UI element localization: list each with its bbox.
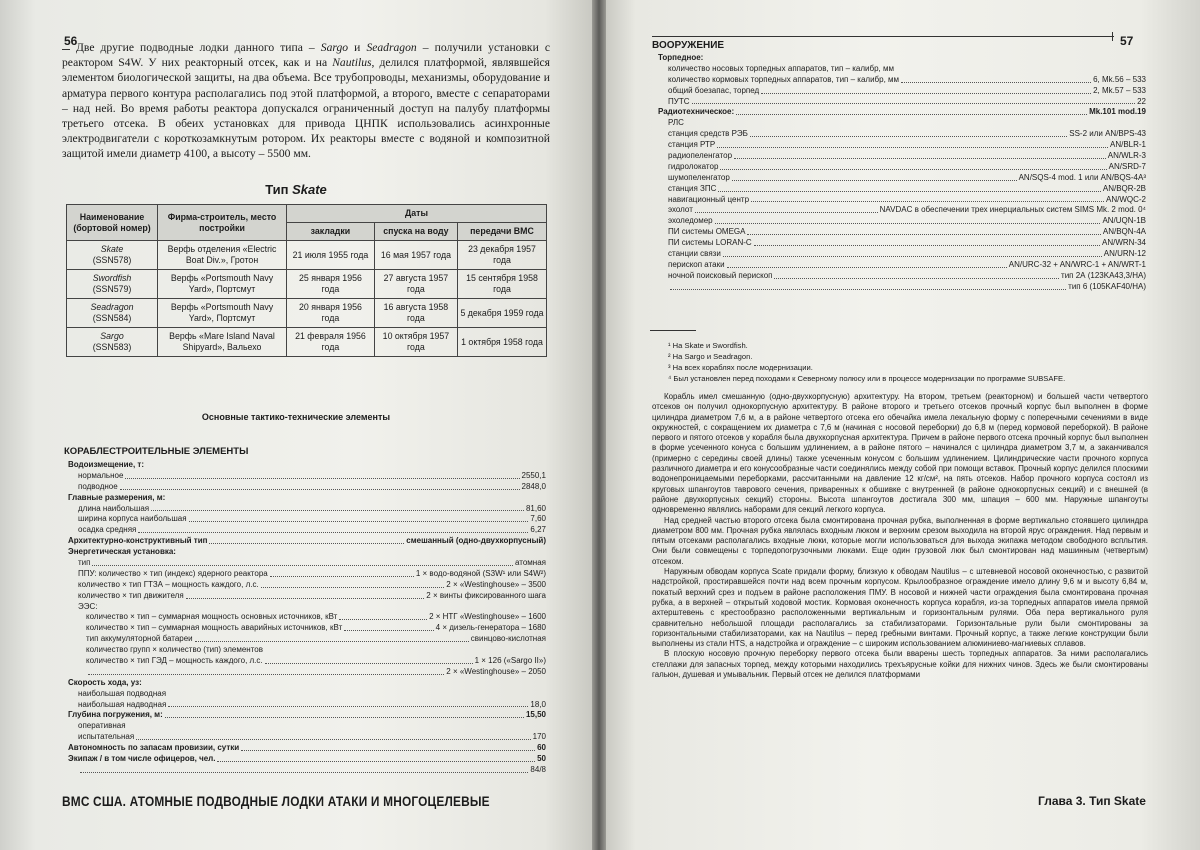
spec-row [62, 525, 546, 536]
leader-dots [751, 195, 1104, 203]
spec-label: шумопеленгатор [668, 172, 730, 182]
leader-dots [692, 97, 1136, 105]
leader-dots [168, 700, 528, 708]
spec-row [652, 97, 1146, 108]
spec-value: тип 2А (123KA43,3/HA) [1061, 270, 1146, 280]
spec-label: РЛС [668, 118, 684, 128]
spec-value: 18,0 [530, 699, 546, 709]
spec-value: 15,50 [525, 710, 546, 720]
footnote-rule [650, 330, 696, 331]
column-header-name: Наименование (бортовой номер) [67, 205, 158, 241]
spec-row [62, 514, 546, 525]
column-header-launch: спуска на воду [374, 223, 457, 241]
spec-value: AN/BQR-2B [1102, 183, 1146, 193]
spec-label: Энергетическая установка: [68, 547, 176, 557]
spec-label: тип [78, 558, 91, 568]
spec-label: количество × тип движителя [78, 590, 184, 600]
table-row [67, 299, 547, 328]
spec-row [652, 118, 1146, 129]
spec-row [652, 53, 1146, 64]
weapons-heading: ВООРУЖЕНИЕ [652, 40, 725, 51]
footnote: ¹ На Skate и Swordfish. [668, 341, 748, 350]
spec-label: нормальное [78, 470, 124, 480]
leader-dots [723, 249, 1102, 257]
leader-dots [695, 205, 878, 213]
leader-dots [209, 536, 404, 544]
spec-row [652, 75, 1146, 86]
spec-row [652, 216, 1146, 227]
spec-label: эхоледомер [668, 216, 713, 226]
spec-label: Главные размерения, м: [68, 492, 166, 502]
spec-row [62, 656, 546, 667]
spec-row [652, 238, 1146, 249]
spec-label: станция ЗПС [668, 183, 717, 193]
leader-dots [136, 732, 530, 740]
spec-row [62, 460, 546, 471]
table-row [67, 328, 547, 357]
leader-dots [344, 623, 433, 631]
spec-row [62, 602, 546, 613]
spec-label: подводное [78, 481, 118, 491]
spec-row [62, 591, 546, 602]
leader-dots [195, 634, 469, 642]
spec-value: 60 [537, 743, 546, 753]
leader-dots [241, 743, 535, 751]
spec-value: 1 × водо-водяной (S3W¹ или S4W²) [415, 568, 546, 578]
spec-value: свинцово-кислотная [470, 634, 546, 644]
spec-label: ПИ системы OMEGA [668, 227, 746, 237]
spec-label: наибольшая подводная [78, 688, 167, 698]
footnote: ² На Sargo и Seadragon. [668, 352, 753, 361]
spec-row [62, 504, 546, 515]
spec-row [62, 732, 546, 743]
spec-label: ППУ: количество × тип (индекс) ядерного реактора [78, 568, 268, 578]
spec-value: 7,60 [530, 514, 546, 524]
spec-label: станция средств РЭБ [668, 129, 748, 139]
spec-label: Глубина погружения, м: [68, 710, 163, 720]
leader-dots [761, 86, 1091, 94]
spec-row [652, 227, 1146, 238]
spec-label: навигационный центр [668, 194, 750, 204]
leader-dots [217, 754, 535, 762]
spec-label: ПУТС [668, 96, 690, 106]
leader-dots [270, 569, 414, 577]
spec-label: ПИ системы LORAN-C [668, 238, 752, 248]
spec-label: перископ атаки [668, 259, 725, 269]
spec-label: количество носовых торпедных аппаратов, тип – калибр, мм [668, 63, 894, 73]
chapter-footer: Глава 3. Тип Skate [1038, 794, 1146, 808]
spec-row [62, 580, 546, 591]
leader-dots [261, 580, 445, 588]
spec-label: испытательная [78, 732, 135, 742]
spec-row [62, 471, 546, 482]
spec-value: 2848,0 [521, 481, 546, 491]
spec-label: наибольшая надводная [78, 699, 167, 709]
spec-row [62, 623, 546, 634]
leader-dots [720, 162, 1106, 170]
spec-row [652, 151, 1146, 162]
hull-description [652, 392, 1148, 680]
spec-value: AN/SRD-7 [1108, 161, 1146, 171]
spec-label: Водоизмещение, т: [68, 460, 145, 469]
spec-value: AN/WQC-2 [1106, 194, 1146, 204]
spec-value: AN/WRN-34 [1101, 238, 1146, 248]
spec-row [652, 64, 1146, 75]
spec-label: количество × тип ГЭД – мощность каждого, л.с. [86, 656, 263, 666]
spec-row [652, 271, 1146, 282]
leader-dots [717, 140, 1108, 148]
ship-name-cell: Seadragon (SSN584) [67, 299, 158, 328]
spec-label: количество × тип – суммарная мощность основных источников, кВт [86, 612, 338, 622]
column-header-dates: Даты [287, 205, 547, 223]
spec-value: 22 [1137, 96, 1146, 106]
column-header-builder: Фирма-строитель, место постройки [158, 205, 287, 241]
footnotes [668, 340, 1148, 384]
leader-dots [186, 591, 425, 599]
page-number: 56 [64, 34, 78, 48]
spec-row [62, 634, 546, 645]
ship-specs-list [62, 460, 546, 776]
spec-value: NAVDAC в обеспечении трех инерциальных систем SIMS Mk. 2 mod. 0⁴ [879, 205, 1146, 215]
leader-dots [715, 216, 1101, 224]
column-header-commission: передачи ВМС [457, 223, 546, 241]
leader-dots [736, 107, 1087, 115]
ship-builder-cell: Верфь «Portsmouth Navy Yard», Портсмут [158, 299, 287, 328]
book-spine [592, 0, 606, 850]
spec-label: длина наибольшая [78, 503, 150, 513]
ship-launch-cell: 16 мая 1957 года [374, 241, 457, 270]
leader-dots [138, 525, 528, 533]
spec-row [62, 536, 546, 547]
leader-dots [88, 667, 444, 675]
header-tick [1112, 32, 1113, 41]
ship-laid-cell: 25 января 1956 года [287, 270, 375, 299]
spec-label: Экипаж / в том числе офицеров, чел. [68, 754, 216, 764]
spec-label: ширина корпуса наибольшая [78, 514, 187, 524]
leader-dots [92, 558, 513, 566]
spec-row [62, 721, 546, 732]
table-title: Тип Skate [265, 182, 327, 197]
header-rule [652, 36, 1114, 37]
spec-label: Радиотехническое: [658, 107, 735, 117]
paragraph: Наружным обводам корпуса Scate придали форму, близкую к обводам Nautilus – с штевневой носовой оконечностью, с развитой надстройкой, простиравшейся почти над всем прочным корпусом. Крылообразное ограждение имело длину 9,6 м и высоту 6,84 м, покатый верхний срез и подъем в районе расположения ПМУ. В носовой и нижней части ограждения была смонтирована прочная рубка, а в верхней – открытый ходовой мостик. Кормовая оконечность корпуса корабля, из-за торпедных аппаратов имела прямой ахтерштевень с крестообразно расположенными вертикальным и горизонтальным рулями. Оба пера вертикального руля сравнительно небольшой площади располагались за стабилизаторами. Горизонтальные рули были смонтированы за горизонтальными стабилизаторами, как на Nautilus – перед гребными винтами. Прочный корпус, а также легкие конструкции были выполнены из стали HTS, а надстройка и ограждение – с широким использованием алюминиево-магниевых сплавов. [652, 567, 1148, 649]
ship-laid-cell: 21 июля 1955 года [287, 241, 375, 270]
leader-dots [165, 710, 524, 718]
spec-value: 170 [532, 732, 546, 742]
spec-label: количество × тип ГТЗА – мощность каждого, л.с. [78, 579, 259, 589]
spec-value: 6, Mk.56 – 533 [1093, 74, 1146, 84]
leader-dots [901, 75, 1091, 83]
leader-dots [339, 612, 427, 620]
spec-row [62, 569, 546, 580]
spec-row [62, 700, 546, 711]
paragraph: Корабль имел смешанную (одно-двухкорпусную) архитектуру. На втором, третьем (реакторном) и большей части четвертого отсеков он получил однокорпусную архитектуру. В районе второго и третьего отсеков прочный корпус был выполнен в форме цилиндра диаметром 7,6 м, а в районе четвертого отсека его обечайка имела лекальную форму с поперечными сечениями в виде окружностей, с сокращением их диаметра с 7,6 м (начиная с носовой переборки) до 6,8 м (перед кормовой переборкой). В районе первого и пятого отсеков у корабля была двухкорпусная архитектура. Причем в районе первого отсека прочный корпус был выполнен в форме усеченного конуса с большим удлинением, а в районе пятого – начинался с цилиндра диаметром 3,7 м, а заканчивался (примерно с середины своей длины) также усеченным конусом с большим удлинением. Цилиндрические части прочного корпуса различного диаметра и его конусообразные части соединялись между собой при помощи вставок. Прочный корпус делился плоскими водонепроницаемыми переборками, рассчитанными на давление 12 кг/см², на пять отсеков. Набор прочного корпуса состоял из круговых шпангоутов таврового сечения, приваренных к обшивке с внутренней (в районе однокорпусных секций) и с внешней (в районе двухкорпусных секций) стороны. Высота шпангоутов достигала 300 мм, шпация – 600 мм. Наружные шпангоуты одновременно являлись наборами для секций легкого корпуса. [652, 392, 1148, 515]
ship-commission-cell: 1 октября 1958 года [457, 328, 546, 357]
leader-dots [265, 656, 473, 664]
spec-label: гидролокатор [668, 161, 719, 171]
spec-value: AN/UQN-1B [1102, 216, 1146, 226]
ship-laid-cell: 20 января 1956 года [287, 299, 375, 328]
spec-label: тип аккумуляторной батареи [86, 634, 193, 644]
tactical-elements-subtitle: Основные тактико-технические элементы [201, 412, 391, 422]
spec-label: общий боезапас, торпед [668, 85, 760, 95]
spec-row [62, 754, 546, 765]
leader-dots [727, 260, 1007, 268]
spec-value: атомная [515, 558, 546, 568]
spec-value: AN/SQS-4 mod. 1 или AN/BQS-4A³ [1018, 172, 1146, 182]
table-row [67, 241, 547, 270]
leader-dots [670, 282, 1066, 290]
ship-commission-cell: 23 декабря 1957 года [457, 241, 546, 270]
spec-value: AN/BQN-4A [1102, 227, 1146, 237]
spec-row [62, 743, 546, 754]
spec-row [62, 678, 546, 689]
ship-name-cell: Skate (SSN578) [67, 241, 158, 270]
spec-row [62, 645, 546, 656]
spec-value: 2550,1 [521, 470, 546, 480]
spec-label: количество кормовых торпедных аппаратов, тип – калибр, мм [668, 74, 900, 84]
spec-row [652, 260, 1146, 271]
leader-dots [151, 504, 524, 512]
paragraph: В плоскую носовую прочную переборку первого отсека были вварены шесть торпедных аппаратов. За ними располагались стеллажи для запасных торпед, между которыми находились трехъярусные койки для нижних чинов. Здесь же были смонтированы гальюн, душевая и умывальник. Первый отсек не делился платформами [652, 649, 1148, 680]
spec-label: Скорость хода, уз: [68, 677, 142, 687]
book-title-footer: ВМС США. АТОМНЫЕ ПОДВОДНЫЕ ЛОДКИ АТАКИ И МНОГОЦЕЛЕВЫЕ [62, 794, 490, 809]
spec-value: AN/WLR-3 [1107, 151, 1146, 161]
spec-label: ЭЭС: [78, 601, 98, 611]
spec-value: AN/URN-12 [1103, 249, 1146, 259]
ship-laid-cell: 21 февраля 1956 года [287, 328, 375, 357]
spec-row [652, 184, 1146, 195]
weapons-specs-list [652, 53, 1146, 293]
spec-row [652, 107, 1146, 118]
table-row [67, 270, 547, 299]
spec-value: 2 × НТГ «Westinghouse» – 1600 [429, 612, 546, 622]
spec-label: ночной поисковый перископ [668, 270, 773, 280]
spec-value: AN/URC-32 + AN/WRC-1 + AN/WRT-1 [1008, 259, 1146, 269]
ships-table [66, 204, 547, 357]
spec-row [62, 493, 546, 504]
spec-row [62, 710, 546, 721]
ship-launch-cell: 16 августа 1958 года [374, 299, 457, 328]
page-number: 57 [1120, 34, 1134, 48]
leader-dots [732, 173, 1017, 181]
spec-value: AN/BLR-1 [1109, 140, 1146, 150]
spec-value: 2 × «Westinghouse» – 3500 [446, 579, 546, 589]
spec-label: осадка средняя [78, 525, 137, 535]
spec-label: эхолот [668, 205, 693, 215]
leader-dots [80, 765, 528, 773]
footnote: ³ На всех кораблях после модернизации. [668, 363, 813, 372]
left-page [0, 0, 592, 850]
spec-value: 4 × дизель-генератора – 1680 [435, 623, 546, 633]
spec-value: 2 × винты фиксированного шага [426, 590, 546, 600]
spec-label: Торпедное: [658, 53, 704, 62]
leader-dots [120, 482, 520, 490]
leader-dots [774, 271, 1059, 279]
ship-launch-cell: 10 октября 1957 года [374, 328, 457, 357]
leader-dots [189, 514, 529, 522]
spec-label: станции связи [668, 249, 721, 259]
spec-row [652, 205, 1146, 216]
spec-value: SS-2 или AN/BPS-43 [1069, 129, 1146, 139]
spec-row [62, 558, 546, 569]
spec-row [652, 162, 1146, 173]
spec-label: радиопеленгатор [668, 151, 733, 161]
ship-builder-cell: Верфь «Portsmouth Navy Yard», Портсмут [158, 270, 287, 299]
ship-launch-cell: 27 августа 1957 года [374, 270, 457, 299]
spec-value: 1 × 126 («Sargo II») [474, 656, 546, 666]
spec-row [652, 86, 1146, 97]
column-header-laid: закладки [287, 223, 375, 241]
spec-label: Автономность по запасам провизии, сутки [68, 743, 240, 753]
ship-name-cell: Swordfish (SSN579) [67, 270, 158, 299]
ship-name-cell: Sargo (SSN583) [67, 328, 158, 357]
ship-builder-cell: Верфь отделения «Electric Boat Div.», Гротон [158, 241, 287, 270]
spec-row [62, 667, 546, 678]
spec-row [62, 482, 546, 493]
spec-row [62, 612, 546, 623]
intro-text: Две другие подводные лодки данного типа – Sargo и Seadragon – получили установки с реактором S4W. У них реакторный отсек, как и на Nautilus, делился платформой, являвшейся элементом биологической защиты, на два объема. Все трубопроводы, механизмы, оборудование и арматура первого контура располагались под этой платформой, а второго, вместе с сепараторами – над ней. Во время работы реактора допускался ограниченный доступ на палубу платформы третьего отсека. В обеих установках для привода ЦНПК использовались асинхронные электродвигатели с короткозамкнутым ротором. Их реакторы вместе с водяной и композитной защитой имели диаметр 4100, а высоту – 5500 мм. [62, 41, 550, 161]
spec-row [652, 249, 1146, 260]
spec-row [652, 140, 1146, 151]
spec-label: количество групп × количество (тип) элементов [86, 645, 263, 655]
spec-value: 50 [537, 754, 546, 764]
spec-label: оперативная [78, 721, 126, 731]
section-heading: КОРАБЛЕСТРОИТЕЛЬНЫЕ ЭЛЕМЕНТЫ [64, 446, 249, 457]
spec-value: 6,27 [530, 525, 546, 535]
spec-value: Mk.101 mod.19 [1089, 107, 1146, 117]
leader-dots [754, 238, 1100, 246]
leader-dots [125, 471, 519, 479]
spec-value: смешанный (одно-двухкорпусный) [406, 536, 546, 546]
spec-label: Архитектурно-конструктивный тип [68, 536, 208, 546]
ship-builder-cell: Верфь «Mare Island Naval Shipyard», Вальехо [158, 328, 287, 357]
spec-row [652, 129, 1146, 140]
spec-row [62, 765, 546, 776]
leader-dots [718, 184, 1100, 192]
spec-row [652, 195, 1146, 206]
leader-dots [734, 151, 1106, 159]
spec-value: 2, Mk.57 – 533 [1093, 85, 1146, 95]
spec-label: количество × тип – суммарная мощность аварийных источников, кВт [86, 623, 343, 633]
ship-commission-cell: 15 сентября 1958 года [457, 270, 546, 299]
paragraph: Над средней частью второго отсека была смонтирована прочная рубка, выполненная в форме вертикально стоявшего цилиндра диаметром 800 мм. Прочная рубка являлась входным люком и верхним срезом выходила на второй ярус ограждения. Над первым и пятым отсеками располагались входные люки, которые могли использоваться для выхода экипажа методом свободного всплытия. Они были совмещены с торпедопогрузочными люками. Еще один грузовой люк был смонтирован над машинным (четвертым) отсеком. [652, 515, 1148, 566]
spec-label: станция РТР [668, 140, 716, 150]
spec-row [62, 547, 546, 558]
spec-value: 84/8 [530, 764, 546, 774]
ship-commission-cell: 5 декабря 1959 года [457, 299, 546, 328]
spec-value: тип 6 (105KAF40/HA) [1068, 281, 1146, 291]
spec-row [652, 173, 1146, 184]
spec-row [652, 282, 1146, 293]
footnote: ⁴ Был установлен перед походами к Северному полюсу или в процессе модернизации по программе SUBSAFE. [668, 374, 1066, 383]
leader-dots [750, 129, 1067, 137]
spec-value: 81,60 [525, 503, 546, 513]
spec-row [62, 689, 546, 700]
leader-dots [747, 227, 1100, 235]
spec-value: 2 × «Westinghouse» – 2050 [446, 666, 546, 676]
